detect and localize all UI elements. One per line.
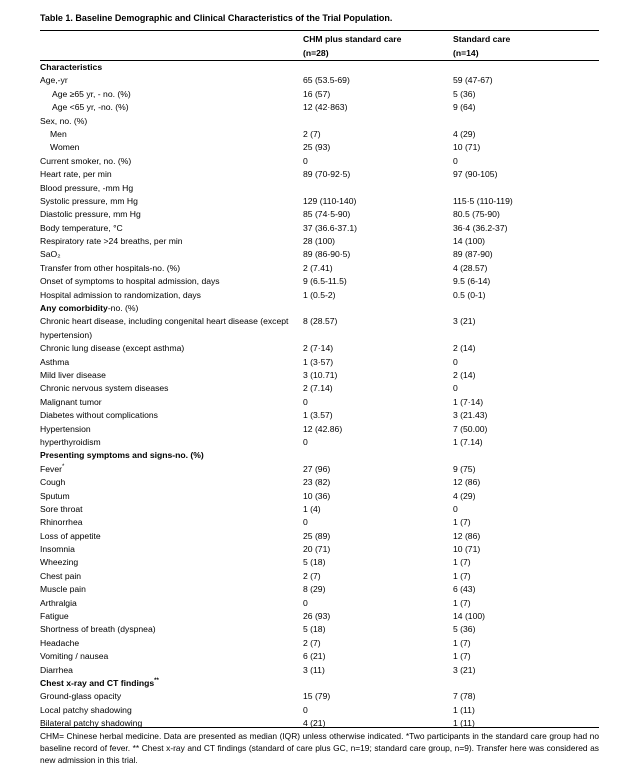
row-label	[40, 315, 302, 342]
row-label	[40, 476, 302, 489]
table-row	[0, 315, 623, 342]
row-label-text: Hypertension	[40, 423, 91, 434]
std-value: 12 (86)	[453, 477, 481, 488]
row-label-text: Cough	[40, 477, 66, 488]
std-value: 2 (14)	[453, 370, 476, 380]
row-label-text: Respiratory rate >24 breaths, per min	[40, 236, 183, 247]
table-row	[0, 516, 623, 529]
std-value: 80.5 (75-90)	[453, 209, 500, 220]
section-header-row	[0, 302, 623, 315]
row-label-text: Blood pressure, -mm Hg	[40, 182, 134, 193]
row-label-text: Mild liver disease	[40, 370, 106, 380]
row-label-text: Fatigue	[40, 611, 69, 622]
row-label-text: Characteristics	[40, 62, 103, 72]
std-value: 1 (7)	[453, 557, 471, 568]
chm-value: 2 (7)	[303, 637, 321, 648]
row-label-text: Fever	[40, 463, 62, 474]
row-label-text: Age,-yr	[40, 75, 68, 86]
row-label-text: Chest pain	[40, 570, 82, 581]
table-row	[0, 342, 623, 355]
table-row	[0, 717, 623, 730]
row-label	[50, 128, 312, 141]
table-row	[0, 650, 623, 663]
std-value: 0.5 (0-1)	[453, 289, 486, 300]
std-value: 6 (43)	[453, 584, 476, 595]
table-row	[0, 597, 623, 610]
row-label	[40, 530, 302, 543]
row-label-text: Diabetes without complications	[40, 410, 158, 421]
row-label-text: Systolic pressure, mm Hg	[40, 195, 138, 206]
chm-value: 0	[303, 704, 308, 715]
row-label	[40, 409, 302, 422]
row-label-text: Muscle pain	[40, 584, 86, 595]
table-row	[0, 664, 623, 677]
row-label-text: Bilateral patchy shadowing	[40, 718, 143, 729]
table-row	[0, 168, 623, 181]
row-label	[40, 516, 302, 529]
chm-value: 2 (7)	[303, 128, 321, 139]
std-header-line1: Standard care	[453, 34, 511, 44]
row-label	[40, 597, 302, 610]
chm-value: 26 (93)	[303, 611, 331, 622]
chm-value: 5 (18)	[303, 624, 326, 635]
row-label	[40, 583, 302, 596]
row-label-text: Rhinorrhea	[40, 517, 83, 528]
chm-value: 0	[303, 155, 308, 166]
chm-value: 9 (6.5-11.5)	[303, 276, 347, 287]
row-label-text: Age <65 yr, -no. (%)	[52, 102, 129, 113]
table-row	[0, 235, 623, 248]
row-label-text: Body temperature, °C	[40, 222, 123, 233]
chm-value: 2 (7.41)	[303, 262, 333, 273]
row-label-text: SaO₂	[40, 249, 61, 260]
row-label-text: Ground-glass opacity	[40, 691, 122, 702]
table-row	[0, 208, 623, 221]
chm-value: 89 (70-92·5)	[303, 169, 351, 180]
row-label	[52, 101, 314, 114]
footnote-marker: *	[61, 463, 65, 470]
row-label-text: Men	[50, 128, 67, 139]
section-header-row	[0, 61, 623, 74]
chm-column-header	[303, 32, 401, 60]
row-label	[40, 356, 302, 369]
row-label-text: Sputum	[40, 490, 70, 501]
std-value: 0	[453, 383, 458, 394]
std-value: 7 (78)	[453, 691, 476, 702]
table-row	[0, 570, 623, 583]
row-label-text: Current smoker, no. (%)	[40, 155, 132, 166]
std-header-line2: (n=14)	[453, 48, 479, 58]
row-label	[40, 570, 302, 583]
row-label-text: Diarrhea	[40, 664, 73, 675]
chm-value: 12 (42.86)	[303, 423, 343, 434]
chm-value: 5 (18)	[303, 557, 326, 568]
table-row	[0, 690, 623, 703]
row-label-text: Heart rate, per min	[40, 169, 112, 180]
chm-value: 2 (7)	[303, 570, 321, 581]
row-label	[40, 543, 302, 556]
table-row	[0, 530, 623, 543]
row-label-text: Hospital admission to randomization, days	[40, 289, 201, 300]
row-label	[40, 208, 302, 221]
chm-value: 8 (28.57)	[303, 316, 338, 327]
chm-value: 65 (53.5-69)	[303, 75, 350, 86]
chm-value: 8 (29)	[303, 584, 326, 595]
row-label-text: Sex, no. (%)	[40, 115, 88, 126]
std-value: 3 (21)	[453, 664, 476, 675]
chm-value: 2 (7.14)	[303, 383, 333, 394]
row-label	[40, 155, 302, 168]
chm-value: 1 (0.5-2)	[303, 289, 336, 300]
table-row	[0, 155, 623, 168]
row-label-text: Arthralgia	[40, 597, 77, 608]
chm-value: 15 (79)	[303, 691, 331, 702]
section-label	[40, 677, 302, 690]
row-label	[40, 342, 302, 355]
row-label	[40, 490, 302, 503]
std-value: 0	[453, 155, 458, 166]
std-value: 0	[453, 503, 458, 514]
chm-header-line2: (n=28)	[303, 48, 329, 58]
row-label-text: Chest x-ray and CT findings	[40, 677, 155, 688]
chm-value: 85 (74·5-90)	[303, 209, 351, 220]
table-row	[0, 141, 623, 154]
std-value: 1 (7.14)	[453, 436, 483, 447]
table-row	[0, 396, 623, 409]
row-label-text: Local patchy shadowing	[40, 704, 132, 715]
chm-value: 1 (3.57)	[303, 410, 333, 421]
row-label	[40, 423, 302, 436]
row-label-text: Chronic lung disease (except asthma)	[40, 343, 185, 354]
row-label-text: Transfer from other hospitals-no. (%)	[40, 262, 181, 273]
std-value: 3 (21.43)	[453, 410, 488, 421]
table-row	[0, 275, 623, 288]
row-label	[40, 168, 302, 181]
chm-value: 16 (57)	[303, 88, 331, 99]
row-label-text: Loss of appetite	[40, 530, 101, 541]
std-value: 7 (50.00)	[453, 423, 488, 434]
std-value: 10 (71)	[453, 142, 481, 153]
row-label	[40, 650, 302, 663]
table-row	[0, 128, 623, 141]
row-label-text: Headache	[40, 637, 80, 648]
row-label-text: Women	[50, 142, 80, 153]
std-value: 97 (90-105)	[453, 169, 498, 180]
chm-value: 6 (21)	[303, 651, 326, 662]
row-label	[40, 610, 302, 623]
std-value: 12 (86)	[453, 530, 481, 541]
chm-value: 0	[303, 517, 308, 528]
chm-value: 12 (42·863)	[303, 102, 348, 113]
table-footnote: CHM= Chinese herbal medicine. Data are presented as median (IQR) unless otherwise indicated. *Two participants in the standard care group had no baseline record of fever. ** Chest x-ray and CT findings (standard of care plus GC, n=19; standard care group, n=9). Transfer here was considered as new admission in this trial.	[40, 731, 599, 766]
chm-value: 0	[303, 396, 308, 407]
table-row	[0, 356, 623, 369]
table-row	[0, 490, 623, 503]
chm-value: 20 (71)	[303, 544, 331, 555]
row-label	[40, 436, 302, 449]
std-value: 36·4 (36.2-37)	[453, 222, 508, 233]
row-label	[40, 690, 302, 703]
row-label	[40, 556, 302, 569]
chm-value: 0	[303, 597, 308, 608]
row-label	[40, 396, 302, 409]
row-label	[40, 235, 302, 248]
chm-value: 1 (3·57)	[303, 356, 334, 367]
row-label-suffix: -no. (%)	[107, 303, 139, 314]
table-row	[0, 637, 623, 650]
table-row	[0, 74, 623, 87]
table-title: Table 1. Baseline Demographic and Clinical Characteristics of the Trial Population.	[40, 13, 393, 23]
top-rule	[40, 30, 599, 31]
row-label	[40, 195, 302, 208]
row-label-text: Vomiting / nausea	[40, 651, 109, 662]
std-value: 1 (7)	[453, 597, 471, 608]
section-header-row	[0, 677, 623, 690]
section-label	[40, 449, 302, 462]
std-value: 1 (7)	[453, 637, 471, 648]
row-label-text: Any comorbidity	[40, 303, 108, 314]
table-row	[0, 222, 623, 235]
chm-value: 28 (100)	[303, 236, 336, 247]
section-label	[40, 302, 302, 315]
table-row	[0, 423, 623, 436]
chm-value: 10 (36)	[303, 490, 331, 501]
row-label	[40, 275, 302, 288]
std-value: 4 (29)	[453, 490, 476, 501]
chm-value: 129 (110-140)	[303, 195, 357, 206]
std-value: 3 (21)	[453, 316, 476, 327]
std-value: 4 (28.57)	[453, 262, 488, 273]
std-value: 14 (100)	[453, 236, 486, 247]
bottom-rule	[40, 727, 599, 728]
table-row	[0, 195, 623, 208]
row-label-text: Onset of symptoms to hospital admission, days	[40, 276, 220, 287]
row-label	[40, 115, 302, 128]
table-row	[0, 369, 623, 382]
row-label-text: hyperthyroidism	[40, 436, 101, 447]
table-row	[0, 248, 623, 261]
row-label	[40, 382, 302, 395]
std-value: 5 (36)	[453, 624, 476, 635]
row-label-text: Age ≥65 yr, - no. (%)	[52, 88, 131, 99]
table-row	[0, 463, 623, 476]
row-label	[40, 74, 302, 87]
row-label-text: Sore throat	[40, 503, 83, 514]
chm-value: 25 (93)	[303, 142, 331, 153]
chm-value: 3 (10.71)	[303, 370, 338, 380]
row-label-text: Asthma	[40, 356, 70, 367]
row-label-text: Shortness of breath (dyspnea)	[40, 624, 156, 635]
chm-value: 27 (96)	[303, 463, 331, 474]
row-label-text: Chronic nervous system diseases	[40, 383, 169, 394]
std-value: 14 (100)	[453, 611, 486, 622]
std-value: 1 (7)	[453, 517, 471, 528]
table-body	[0, 61, 623, 731]
table-row	[0, 543, 623, 556]
std-value: 2 (14)	[453, 343, 476, 354]
table-row	[0, 182, 623, 195]
row-label-text: Presenting symptoms and signs-no. (%)	[40, 450, 204, 461]
chm-value: 37 (36.6-37.1)	[303, 222, 357, 233]
row-label	[40, 182, 302, 195]
std-value: 9 (75)	[453, 463, 476, 474]
table-row	[0, 101, 623, 114]
row-label-text: Malignant tumor	[40, 396, 102, 407]
table-row	[0, 436, 623, 449]
row-label	[50, 141, 312, 154]
footnote-marker: **	[154, 678, 159, 685]
chm-value: 89 (86-90·5)	[303, 249, 351, 260]
table-row	[0, 289, 623, 302]
std-value: 1 (7·14)	[453, 396, 484, 407]
chm-header-line1: CHM plus standard care	[303, 34, 402, 44]
std-value: 5 (36)	[453, 88, 476, 99]
row-label	[52, 88, 314, 101]
chm-value: 4 (21)	[303, 718, 326, 729]
section-label	[40, 61, 302, 74]
std-value: 1 (11)	[453, 718, 475, 729]
row-label-text: Chronic heart disease, including congenital heart disease (except hypertension)	[40, 316, 289, 340]
std-value: 9 (64)	[453, 102, 476, 113]
row-label	[40, 262, 302, 275]
row-label	[40, 623, 302, 636]
table-row	[0, 583, 623, 596]
section-header-row	[0, 449, 623, 462]
std-value: 59 (47-67)	[453, 75, 493, 86]
table-row	[0, 623, 623, 636]
table-row	[0, 115, 623, 128]
chm-value: 2 (7·14)	[303, 343, 334, 354]
row-label	[40, 664, 302, 677]
row-label	[40, 704, 302, 717]
table-row	[0, 503, 623, 516]
table-row	[0, 610, 623, 623]
table-row	[0, 704, 623, 717]
std-value: 4 (29)	[453, 128, 476, 139]
table-row	[0, 409, 623, 422]
row-label-text: Diastolic pressure, mm Hg	[40, 209, 141, 220]
std-value: 10 (71)	[453, 544, 481, 555]
row-label	[40, 289, 302, 302]
row-label	[40, 369, 302, 382]
row-label	[40, 503, 302, 516]
table-row	[0, 382, 623, 395]
std-value: 0	[453, 356, 458, 367]
row-label	[40, 637, 302, 650]
row-label-text: Insomnia	[40, 544, 75, 555]
row-label	[40, 248, 302, 261]
std-value: 1 (11)	[453, 704, 475, 715]
row-label	[40, 222, 302, 235]
chm-value: 3 (11)	[303, 664, 325, 675]
std-column-header	[453, 32, 510, 60]
chm-value: 25 (89)	[303, 530, 331, 541]
std-value: 1 (7)	[453, 651, 471, 662]
table-row	[0, 476, 623, 489]
std-value: 115·5 (110-119)	[453, 195, 513, 206]
chm-value: 23 (82)	[303, 477, 331, 488]
table-row	[0, 262, 623, 275]
row-label	[40, 463, 302, 476]
chm-value: 0	[303, 436, 308, 447]
table-row	[0, 88, 623, 101]
table-row	[0, 556, 623, 569]
chm-value: 1 (4)	[303, 503, 321, 514]
row-label	[40, 717, 302, 730]
std-value: 1 (7)	[453, 570, 471, 581]
std-value: 9.5 (6-14)	[453, 276, 491, 287]
row-label-text: Wheezing	[40, 557, 79, 568]
std-value: 89 (87-90)	[453, 249, 493, 260]
